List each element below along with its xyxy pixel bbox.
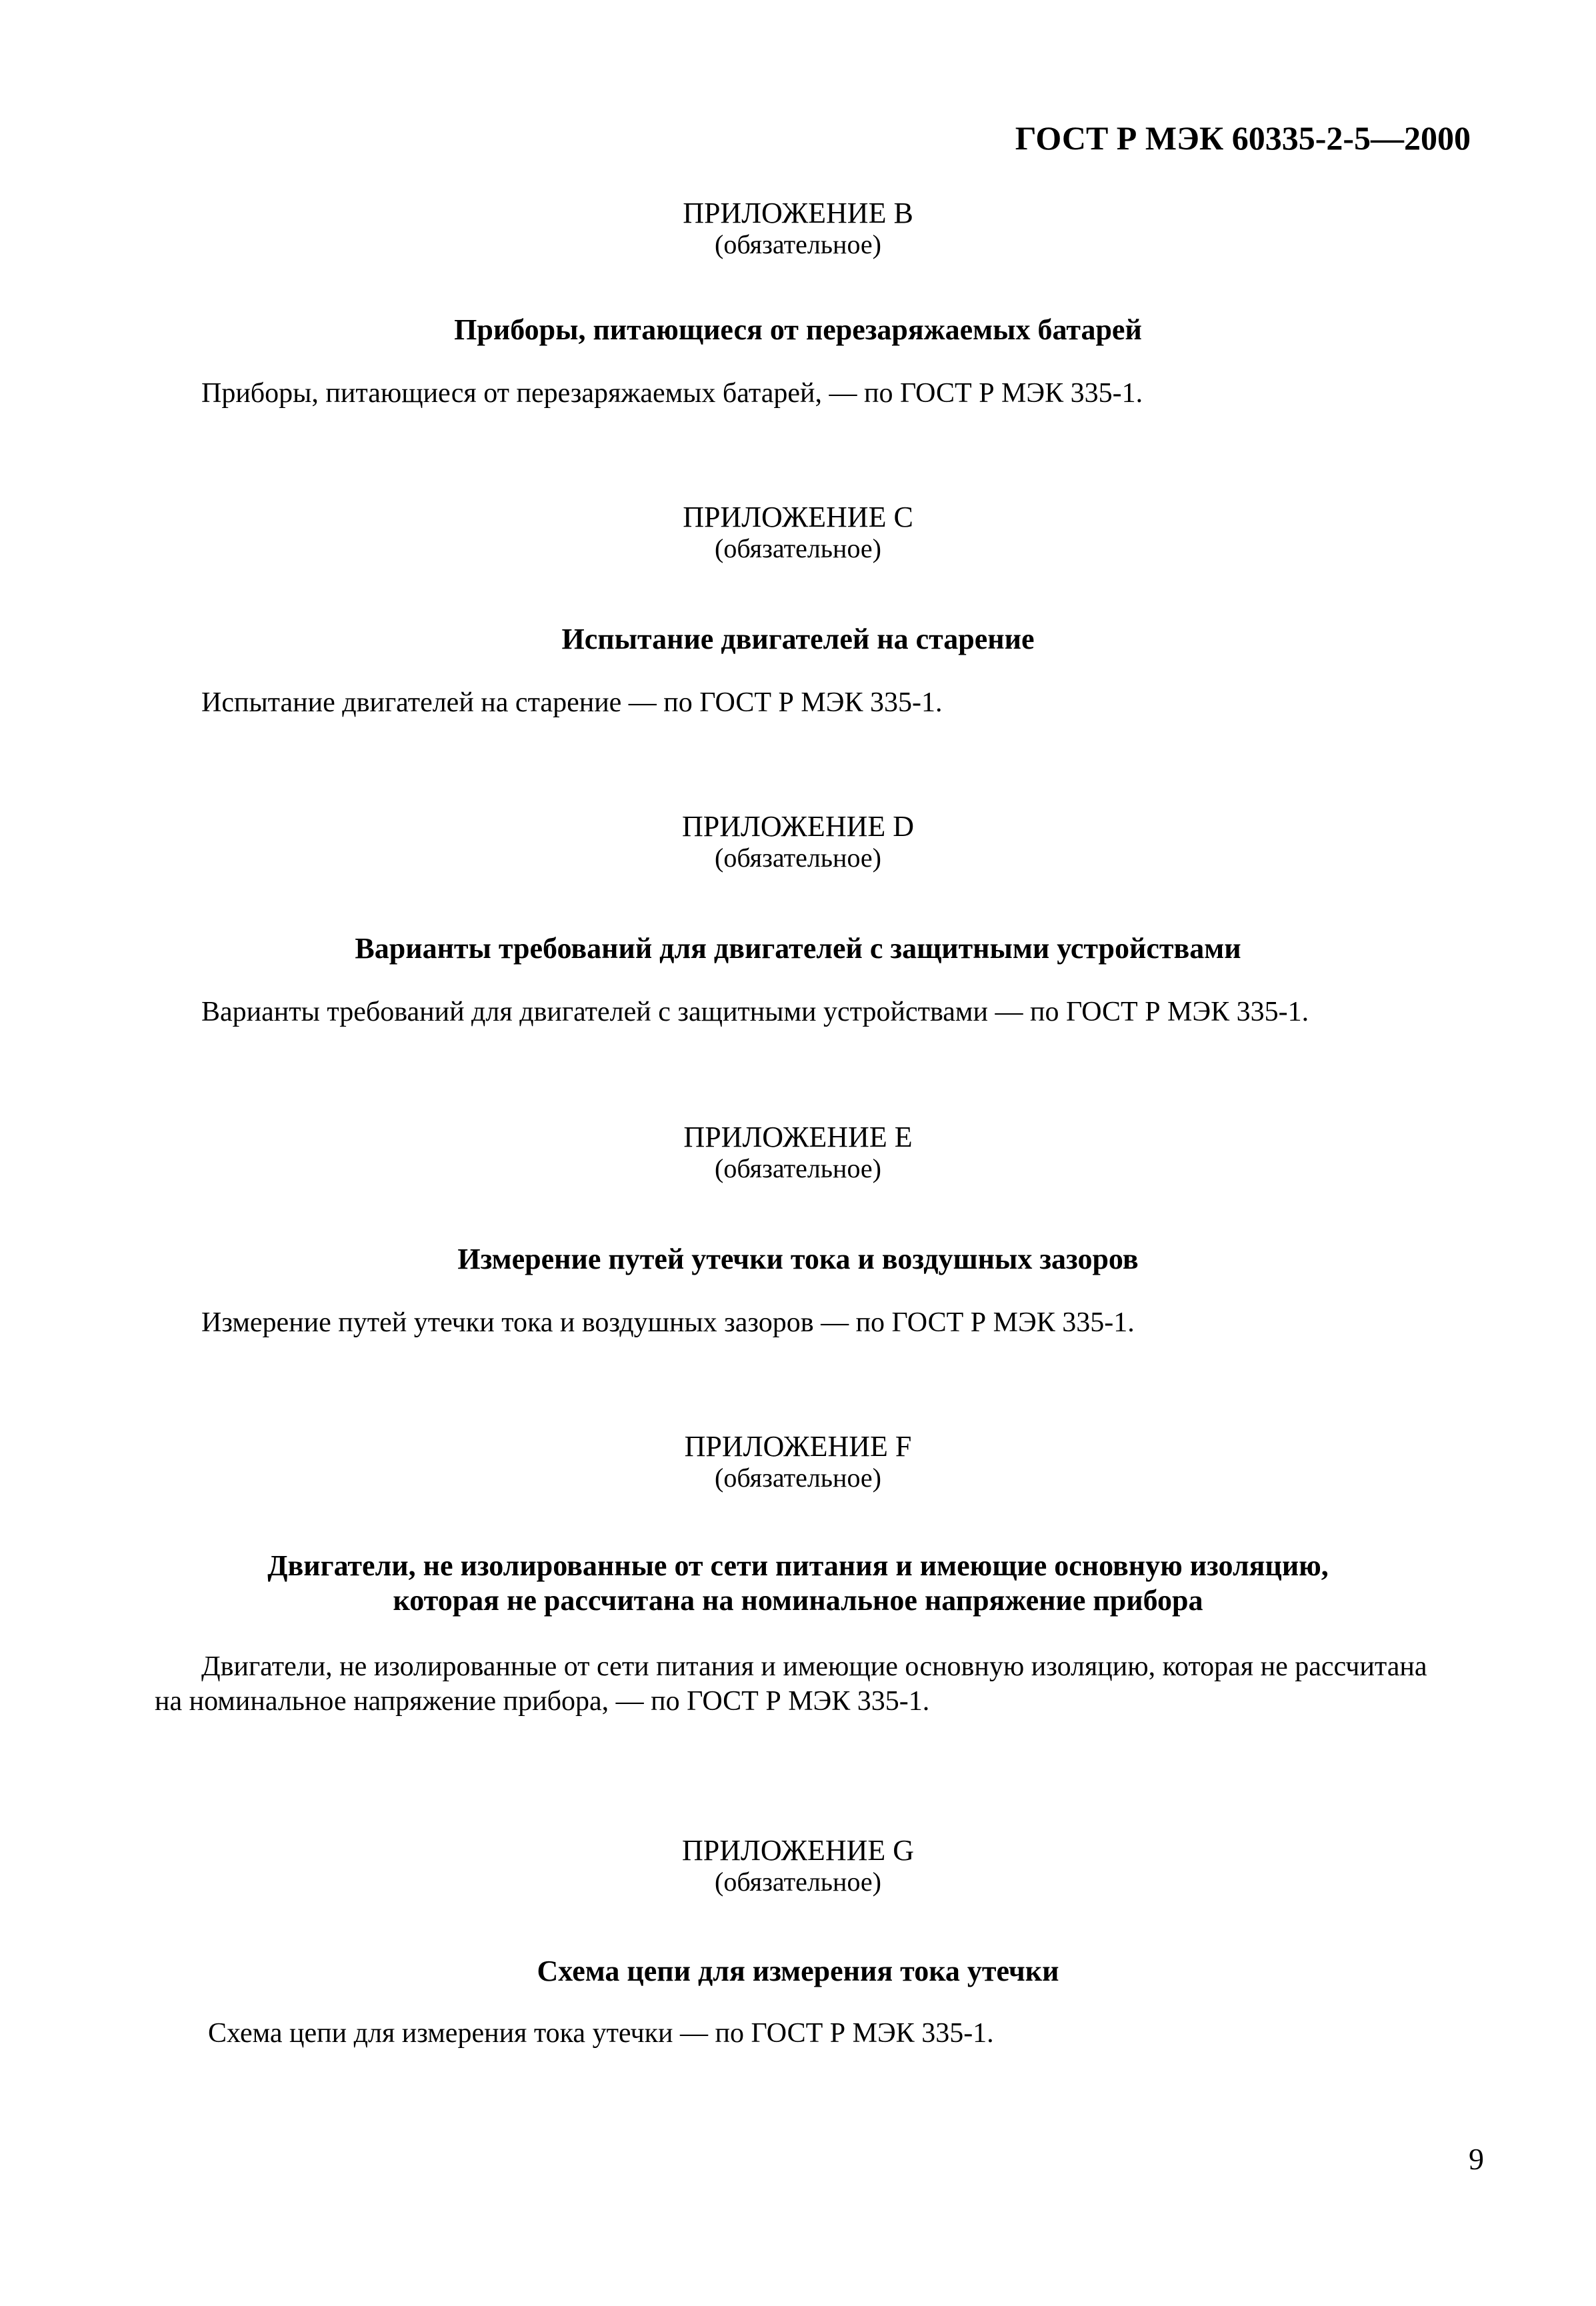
annex-status: (обязательное) xyxy=(715,1153,881,1183)
annex-f-body-line-2: на номинальное напряжение прибора, — по ГОСТ Р МЭК 335-1. xyxy=(155,1686,930,1717)
annex-label: ПРИЛОЖЕНИЕ D xyxy=(681,810,915,843)
annex-d-heading xyxy=(0,811,1596,873)
annex-c-heading xyxy=(0,501,1596,564)
annex-label: ПРИЛОЖЕНИЕ C xyxy=(683,501,913,533)
annex-d-body: Варианты требований для двигателей с защитными устройствами — по ГОСТ Р МЭК 335-1. xyxy=(201,997,1309,1027)
annex-status: (обязательное) xyxy=(715,1463,881,1493)
annex-label: ПРИЛОЖЕНИЕ B xyxy=(683,197,913,229)
annex-f-title-line-1: Двигатели, не изолированные от сети питания и имеющие основную изоляцию, xyxy=(267,1549,1329,1582)
document-code-header: ГОСТ Р МЭК 60335-2-5—2000 xyxy=(1015,119,1471,157)
annex-g-title: Схема цепи для измерения тока утечки xyxy=(537,1955,1059,1987)
annex-e-title: Измерение путей утечки тока и воздушных зазоров xyxy=(457,1243,1139,1275)
annex-b-body: Приборы, питающиеся от перезаряжаемых батарей, — по ГОСТ Р МЭК 335-1. xyxy=(201,378,1143,409)
annex-label: ПРИЛОЖЕНИЕ G xyxy=(681,1834,915,1867)
annex-c-title: Испытание двигателей на старение xyxy=(561,623,1035,655)
annex-f-heading xyxy=(0,1431,1596,1493)
annex-status: (обязательное) xyxy=(715,843,881,873)
annex-f-body-line-1: Двигатели, не изолированные от сети питания и имеющие основную изоляцию, которая не рассчитана xyxy=(201,1651,1427,1682)
annex-g-heading xyxy=(0,1835,1596,1897)
annex-g-body: Схема цепи для измерения тока утечки — по ГОСТ Р МЭК 335-1. xyxy=(208,2018,994,2049)
annex-status: (обязательное) xyxy=(715,1867,881,1897)
annex-b-title: Приборы, питающиеся от перезаряжаемых батарей xyxy=(454,313,1142,346)
annex-status: (обязательное) xyxy=(715,229,881,259)
annex-status: (обязательное) xyxy=(715,533,881,563)
annex-f-title-line-2: которая не рассчитана на номинальное напряжение прибора xyxy=(393,1584,1203,1617)
annex-e-heading xyxy=(0,1121,1596,1184)
page-number: 9 xyxy=(1469,2142,1484,2176)
annex-label: ПРИЛОЖЕНИЕ E xyxy=(683,1121,913,1153)
annex-b-heading xyxy=(0,197,1596,260)
annex-d-title: Варианты требований для двигателей с защитными устройствами xyxy=(355,932,1241,965)
annex-e-body: Измерение путей утечки тока и воздушных зазоров — по ГОСТ Р МЭК 335-1. xyxy=(201,1307,1135,1338)
annex-c-body: Испытание двигателей на старение — по ГОСТ Р МЭК 335-1. xyxy=(201,687,943,718)
annex-label: ПРИЛОЖЕНИЕ F xyxy=(684,1430,912,1463)
